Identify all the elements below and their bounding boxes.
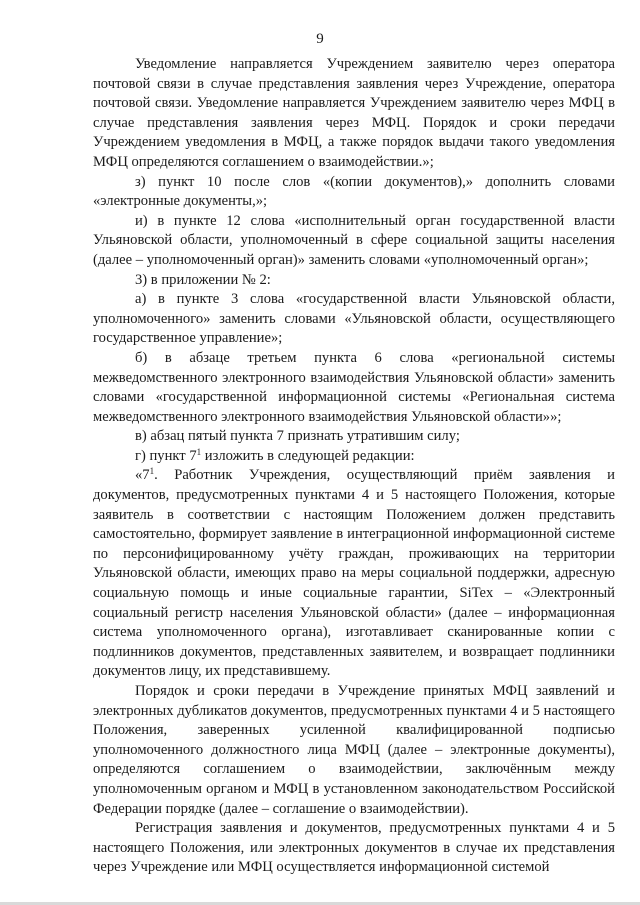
paragraph-item-i: и) в пункте 12 слова «исполнительный орган государственной власти Ульяновской области, уполномоченный в сфере социальной защиты населения (далее – уполномоченный орган)» заменить словами «уполномоченный орган»; — [93, 212, 615, 268]
item-g-pre: г) пункт 7 — [135, 447, 197, 464]
paragraph-transfer-procedure: Порядок и сроки передачи в Учреждение принятых МФЦ заявлений и электронных дубликатов документов, предусмотренных пунктами 4 и 5 настоящего Положения, заверенных усиленной квалифицированной подписью уполномоченного должностного лица МФЦ (далее – электронные документы), определяются соглашением о взаимодействии, заключённым между уполномоченным органом и МФЦ в установленном законодательством Российской Федерации порядке (далее – соглашение о взаимодействии). — [93, 683, 615, 817]
paragraph-clause-7-1 — [93, 466, 615, 682]
paragraph-notification: Уведомление направляется Учреждением заявителю через оператора почтовой связи в случае представления заявления через Учреждение, оператора почтовой связи. Уведомление направляется Учреждением заявителю через МФЦ в случае представления заявления через МФЦ. Порядок и сроки передачи Учреждением уведомления в МФЦ, а также порядок выдачи такого уведомления МФЦ определяются соглашением о взаимодействии.»; — [93, 56, 615, 170]
item-g-sup: 1 — [196, 446, 202, 457]
item-g-post: изложить в следующей редакции: — [201, 447, 415, 464]
paragraph-appendix-2: 3) в приложении № 2: — [135, 271, 271, 288]
paragraph-item-b: б) в абзаце третьем пункта 6 слова «региональной системы межведомственного электронного взаимодействия Ульяновской области» заменить словами «государственной информационной системы «Региональная система межведомственного электронного взаимодействия Ульяновской области»»; — [93, 349, 615, 425]
paragraph-item-z: з) пункт 10 после слов «(копии документов),» дополнить словами «электронные документы,»; — [93, 173, 615, 210]
paragraph-item-a: а) в пункте 3 слова «государственной власти Ульяновской области, уполномоченного» заменить словами «Ульяновской области, осуществляющего государственное управление»; — [93, 291, 615, 347]
page-number: 9 — [316, 31, 324, 47]
paragraph-item-g — [93, 447, 615, 467]
clause-post: . Работник Учреждения, осуществляющий приём заявления и документов, предусмотренных пунктами 4 и 5 настоящего Положения, которые заявитель в соответствии с настоящим Положением должен представить самостоятельно, формирует заявление в интеграционной информационной системе по персонифицированному учёту граждан, проживающих на территории Ульяновской области, имеющих право на меры социальной поддержки, адресную социальную помощь и иные социальные гарантии, SiTex – «Электронный социальный регистр населения Ульяновской области» (далее – информационная система уполномоченного органа), изготавливает сканированные копии с подлинников документов, представленных заявителем, и возвращает подлинники документов лицу, их представившему. — [93, 467, 615, 680]
paragraph-registration: Регистрация заявления и документов, предусмотренных пунктами 4 и 5 настоящего Положения, или электронных документов в случае их представления через Учреждение или МФЦ осуществляется информационной системой — [93, 820, 615, 876]
paragraph-item-v: в) абзац пятый пункта 7 признать утратившим силу; — [135, 428, 460, 445]
clause-pre: «7 — [135, 467, 150, 484]
document-body — [93, 55, 615, 878]
clause-sup: 1 — [149, 466, 155, 477]
